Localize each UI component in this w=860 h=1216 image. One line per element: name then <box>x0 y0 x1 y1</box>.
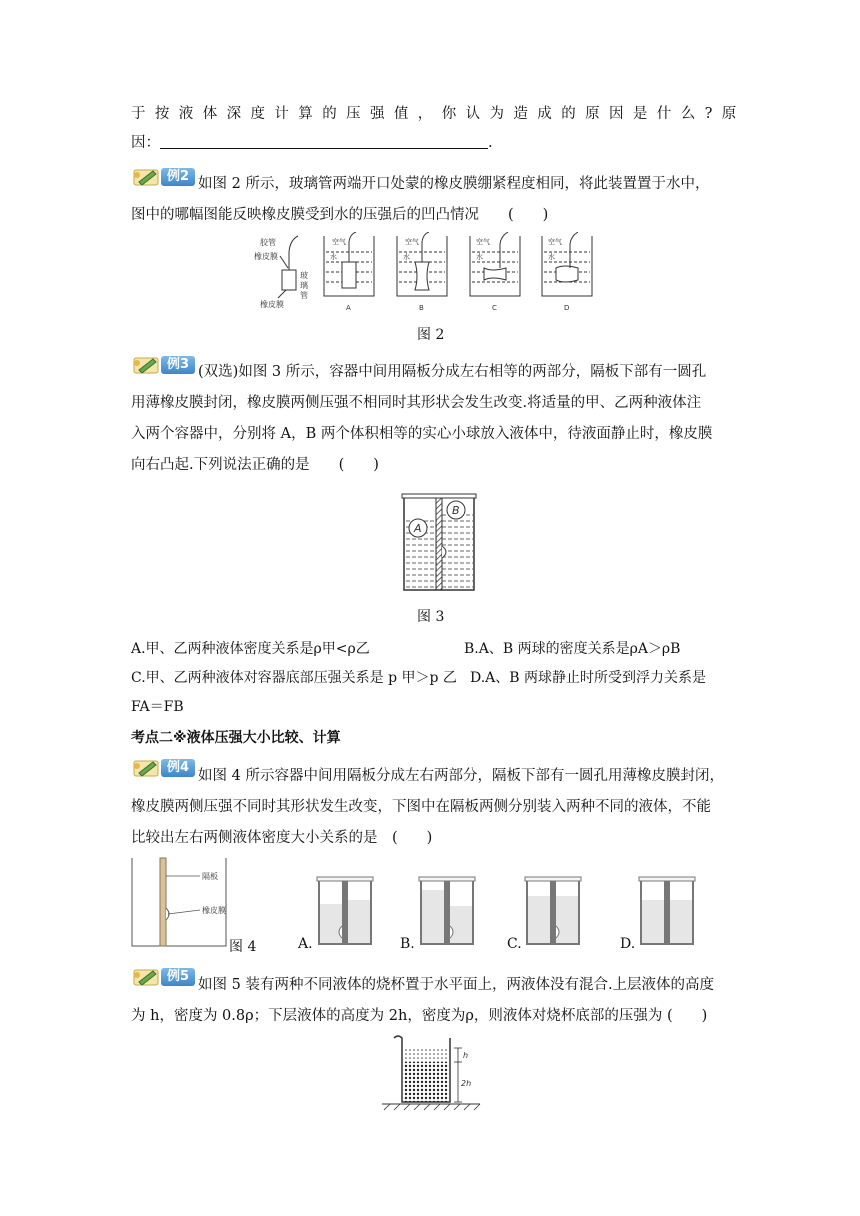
choice-d-label: D. <box>620 936 636 952</box>
fig2-label-membrane-bottom: 橡皮膜 <box>260 300 284 309</box>
ball-a-label: A <box>414 522 422 535</box>
section-heading: 考点二※液体压强大小比较、计算 <box>131 730 341 746</box>
ex3-line-3: 入两个容器中，分别将 A，B 两个体积相等的实心小球放入液体中，待液面静止时，橡皮膜 <box>131 426 713 442</box>
beaker-d-letter: D <box>564 304 570 312</box>
fig4-label-membrane: 橡皮膜 <box>202 906 226 915</box>
choice-a-label: A. <box>298 936 313 952</box>
intro-line-1: 于按液体深度计算的压强值，你认为造成的原因是什么?原 <box>131 106 746 122</box>
choice-d-beaker <box>638 876 698 946</box>
apparatus-diagram <box>254 236 308 309</box>
intro-line-2 <box>131 133 493 153</box>
beaker-a-air: 空气 <box>332 238 346 246</box>
example-5-label: 例5 <box>161 968 195 986</box>
example-2-badge <box>131 166 197 188</box>
ex3-line-1: (双选)如图 3 所示，容器中间用隔板分成左右相等的两部分，隔板下部有一圆孔 <box>198 364 707 380</box>
beaker-a <box>324 232 374 312</box>
figure-3 <box>400 488 480 594</box>
pencil-icon <box>131 354 163 376</box>
intro-answer-suffix: . <box>488 135 493 151</box>
figure-3-caption: 图 3 <box>417 609 445 625</box>
fig2-label-hose: 胶管 <box>260 238 276 247</box>
figure-2-caption: 图 2 <box>417 327 445 343</box>
beaker-a-water: 水 <box>330 253 337 261</box>
choice-b-label: B. <box>400 936 415 952</box>
figure-5-beaker <box>380 1032 484 1112</box>
intro-answer-prefix: 因： <box>131 135 160 151</box>
beaker-c <box>470 232 520 312</box>
beaker-b <box>397 232 447 312</box>
example-2-label: 例2 <box>161 168 195 186</box>
ex3-option-c: C.甲、乙两种液体对容器底部压强关系是 p 甲＞p 乙 <box>131 670 457 686</box>
beaker-b-water: 水 <box>403 253 410 261</box>
beaker-b-letter: B <box>419 304 424 312</box>
beaker-c-letter: C <box>492 304 497 312</box>
ex3-line-2: 用薄橡皮膜封闭，橡皮膜两侧压强不相同时其形状会发生改变.将适量的甲、乙两种液体注 <box>131 395 702 411</box>
ex5-line-2: 为 h，密度为 0.8ρ；下层液体的高度为 2h，密度为ρ，则液体对烧杯底部的压强为 ( ) <box>131 1008 708 1024</box>
choice-c-beaker <box>524 876 584 946</box>
fig2-label-membrane-top: 橡皮膜 <box>254 252 278 261</box>
answer-blank[interactable] <box>160 134 488 149</box>
beaker-a-letter: A <box>346 304 351 312</box>
example-3-badge <box>131 354 197 376</box>
ex4-line-2: 橡皮膜两侧压强不同时其形状发生改变，下图中在隔板两侧分别装入两种不同的液体，不能 <box>131 799 711 815</box>
choice-b-beaker <box>418 876 478 946</box>
choice-a-beaker <box>316 876 376 946</box>
pencil-icon <box>131 757 163 779</box>
ex3-option-a: A.甲、乙两种液体密度关系是ρ甲<ρ乙 <box>131 641 370 657</box>
example-4-badge <box>131 757 197 779</box>
ex2-line-1: 如图 2 所示，玻璃管两端开口处蒙的橡皮膜绷紧程度相同，将此装置置于水中， <box>198 176 710 192</box>
example-5-badge <box>131 966 197 988</box>
beaker-d-air: 空气 <box>548 238 562 246</box>
ex2-line-2: 图中的哪幅图能反映橡皮膜受到水的压强后的凹凸情况 ( ) <box>131 207 549 223</box>
fig4-label-partition: 隔板 <box>202 872 218 881</box>
ex5-line-1: 如图 5 装有两种不同液体的烧杯置于水平面上，两液体没有混合.上层液体的高度 <box>198 977 715 993</box>
pencil-icon <box>131 166 163 188</box>
pencil-icon <box>131 966 163 988</box>
ex3-line-4: 向右凸起.下列说法正确的是 ( ) <box>131 457 379 473</box>
ex4-line-3: 比较出左右两侧液体密度大小关系的是 ( ) <box>131 830 433 846</box>
figure-2 <box>252 232 610 314</box>
figure-4-caption: 图 4 <box>229 939 257 955</box>
example-3-label: 例3 <box>161 356 195 374</box>
figure-4-container <box>130 856 230 948</box>
ex3-option-d-line-2: FA＝FB <box>131 699 184 715</box>
fig2-label-glass3: 管 <box>300 291 308 300</box>
fig5-label-h: h <box>463 1051 469 1060</box>
fig2-label-glass2: 璃 <box>300 281 308 290</box>
ex4-line-1: 如图 4 所示容器中间用隔板分成左右两部分，隔板下部有一圆孔用薄橡皮膜封闭， <box>198 768 724 784</box>
ex3-option-d-line-1: D.A、B 两球静止时所受到浮力关系是 <box>470 670 707 686</box>
beaker-b-air: 空气 <box>405 238 419 246</box>
fig5-label-2h: 2h <box>461 1079 472 1088</box>
example-4-label: 例4 <box>161 759 195 777</box>
beaker-d <box>542 232 592 312</box>
ex3-option-b: B.A、B 两球的密度关系是ρA＞ρB <box>464 641 681 657</box>
beaker-c-water: 水 <box>476 253 483 261</box>
choice-c-label: C. <box>507 936 522 952</box>
fig2-label-glass1: 玻 <box>300 271 308 280</box>
ball-b-label: B <box>452 504 460 517</box>
beaker-d-water: 水 <box>548 253 555 261</box>
beaker-c-air: 空气 <box>476 238 490 246</box>
